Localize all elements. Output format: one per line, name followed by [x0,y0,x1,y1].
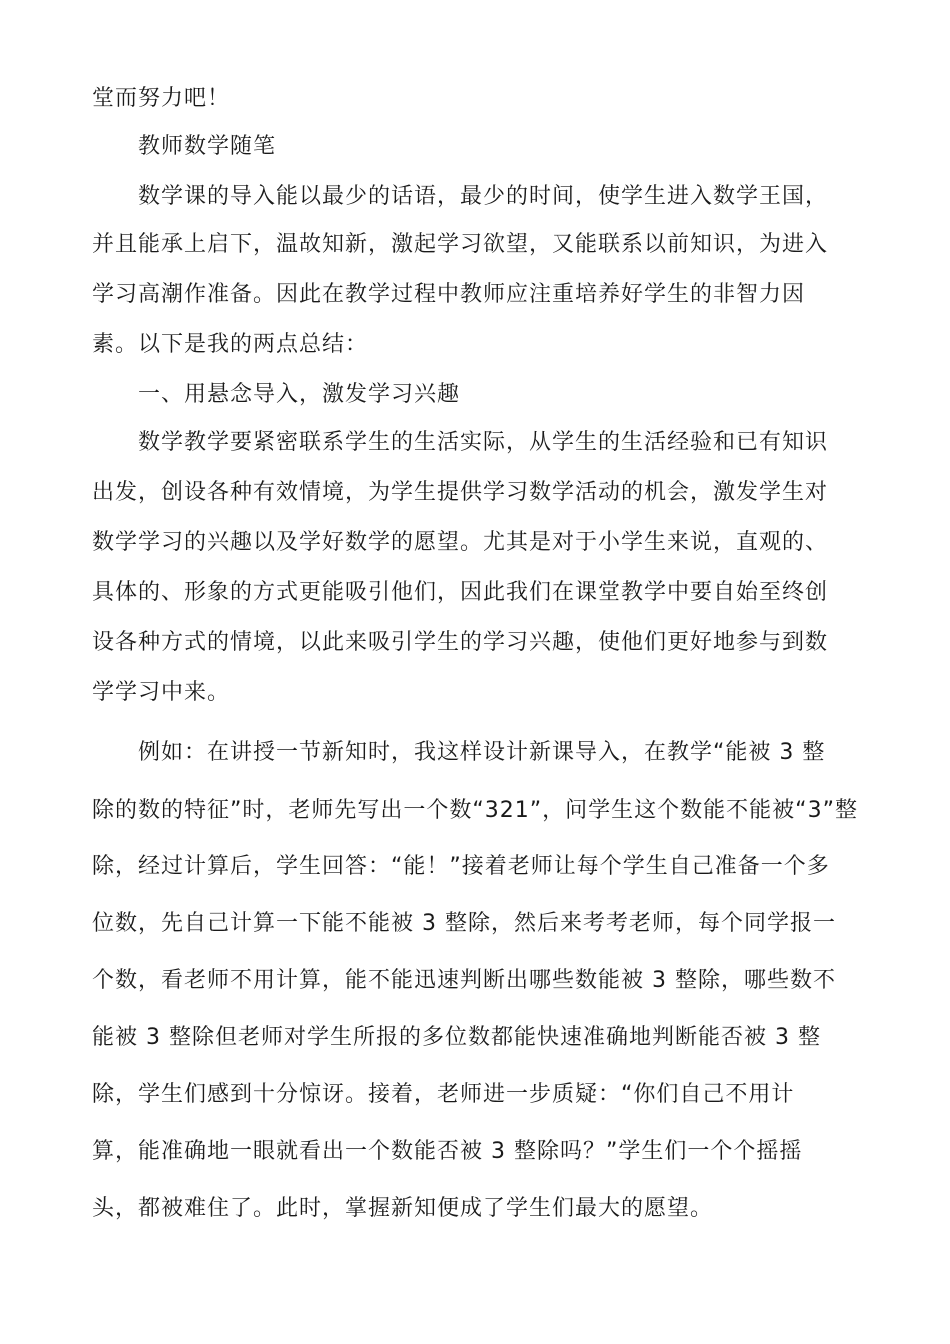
subsection-title: 一、用悬念导入，激发学习兴趣 [92,382,461,407]
text-line: 除，经过计算后，学生回答：“能！”接着老师让每个学生自己准备一个多 [92,854,830,879]
text-line: 头，都被难住了。此时，掌握新知便成了学生们最大的愿望。 [92,1196,714,1221]
text-line: 数学教学要紧密联系学生的生活实际，从学生的生活经验和已有知识 [92,430,829,455]
text-line: 学习高潮作准备。因此在教学过程中教师应注重培养好学生的非智力因 [92,282,806,307]
text-line: 位数，先自己计算一下能不能被 3 整除，然后来考考老师，每个同学报一 [92,911,836,936]
text-line: 例如：在讲授一节新知时，我这样设计新课导入，在教学“能被 3 整 [92,740,826,765]
text-line: 算，能准确地一眼就看出一个数能否被 3 整除吗？”学生们一个个摇摇 [92,1139,803,1164]
text-line: 数学学习的兴趣以及学好数学的愿望。尤其是对于小学生来说，直观的、 [92,530,829,555]
text-line: 个数，看老师不用计算，能不能迅速判断出哪些数能被 3 整除，哪些数不 [92,968,836,993]
text-line: 除，学生们感到十分惊讶。接着，老师进一步质疑：“你们自己不用计 [92,1082,795,1107]
text-line: 堂而努力吧！ [92,86,231,111]
text-line: 素。以下是我的两点总结： [92,332,369,357]
text-line: 除的数的特征”时，老师先写出一个数“321”，问学生这个数能不能被“3”整 [92,798,858,823]
text-line: 能被 3 整除但老师对学生所报的多位数都能快速准确地判断能否被 3 整 [92,1025,821,1050]
section-title: 教师数学随笔 [92,134,277,159]
text-line: 并且能承上启下，温故知新，激起学习欲望，又能联系以前知识，为进入 [92,232,829,257]
text-line: 设各种方式的情境，以此来吸引学生的学习兴趣，使他们更好地参与到数 [92,630,829,655]
text-line: 学学习中来。 [92,680,231,705]
text-line: 出发，创设各种有效情境，为学生提供学习数学活动的机会，激发学生对 [92,480,829,505]
text-line: 具体的、形象的方式更能吸引他们，因此我们在课堂教学中要自始至终创 [92,580,829,605]
text-line: 数学课的导入能以最少的话语，最少的时间，使学生进入数学王国， [92,184,829,209]
